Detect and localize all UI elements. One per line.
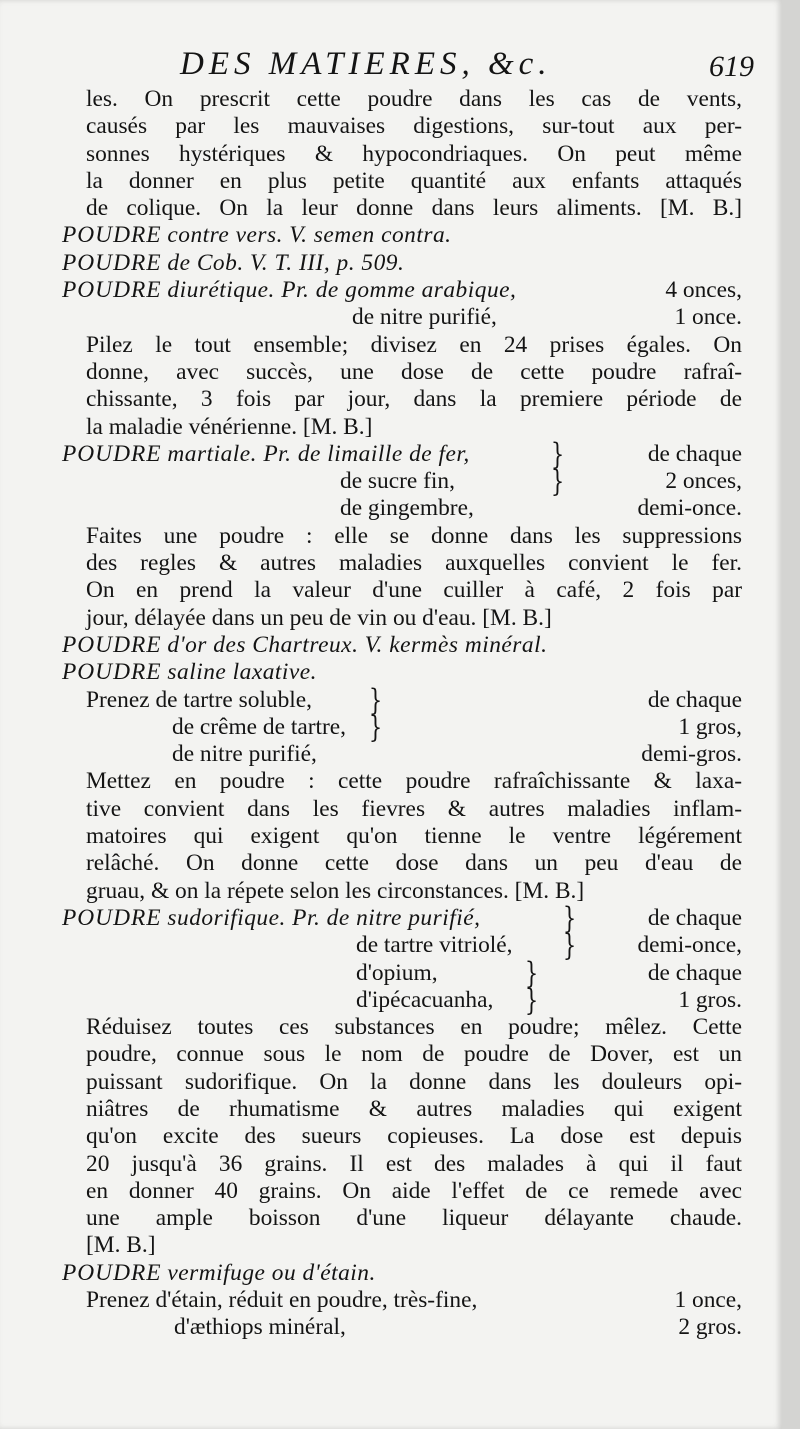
entry-word: POUDRE xyxy=(62,249,162,276)
running-title: DES MATIERES, &c. xyxy=(180,46,552,82)
brace-glyph: } xyxy=(368,682,383,718)
recipe-line: de sucre fin, } 2 onces, xyxy=(340,464,742,500)
entry-word: POUDRE xyxy=(62,631,162,658)
text-line: la maladie vénérienne. [M. B.] xyxy=(86,413,373,440)
entry-line: POUDRE saline laxative. xyxy=(62,659,318,686)
brace-glyph: } xyxy=(368,709,383,745)
page-content xyxy=(62,46,754,1342)
entry-line: POUDRE de Cob. V. T. III, p. 509. xyxy=(62,249,405,276)
text-line: puissant sudorifique. On la donne dans les douleurs opi- xyxy=(86,1068,742,1095)
text-line: gruau, & on la répete selon les circonstances. [M. B.] xyxy=(86,877,585,904)
recipe-line: Prenez de tartre soluble, } de chaque xyxy=(86,682,742,718)
recipe-line: d'ipécacuanha, } 1 gros. xyxy=(356,982,742,1018)
entry-word: POUDRE xyxy=(62,222,162,249)
recipe-line: POUDRE diurétique. Pr. de gomme arabique, 4 onces, xyxy=(62,277,742,304)
text-line: des regles & autres maladies auxquelles convient le fer. xyxy=(86,550,742,577)
text-line: les. On prescrit cette poudre dans les cas de vents, xyxy=(86,86,742,112)
text-line: qu'on excite des sueurs copieuses. La dose est depuis xyxy=(86,1123,742,1150)
recipe-line: de gingembre, demi-once. xyxy=(340,495,742,522)
recipe-line: d'opium, } de chaque xyxy=(356,955,742,991)
text-line: la donner en plus petite quantité aux enfants attaqués xyxy=(86,167,742,194)
entry-word: POUDRE xyxy=(62,277,162,304)
text-line: On en prend la valeur d'une cuiller à café, 2 fois par xyxy=(86,577,742,604)
text-line: donne, avec succès, une dose de cette poudre rafraî- xyxy=(86,358,742,385)
brace-glyph: } xyxy=(562,928,577,964)
entry-word: POUDRE xyxy=(62,1259,162,1286)
entry-word: POUDRE xyxy=(62,659,162,686)
text-line: causés par les mauvaises digestions, sur-tout aux per- xyxy=(86,113,742,140)
text-line: Réduisez toutes ces substances en poudre; mêlez. Cette xyxy=(86,1014,742,1041)
entry-line: POUDRE contre vers. V. semen contra. xyxy=(62,222,452,249)
recipe-line: d'æthiops minéral, 2 gros. xyxy=(174,1314,742,1341)
recipe-line: POUDRE martiale. Pr. de limaille de fer, } de chaque xyxy=(62,436,742,472)
text-line: relâché. On donne cette dose dans un peu d'eau de xyxy=(86,850,742,877)
page-edge xyxy=(782,0,800,1429)
page-header xyxy=(62,46,754,84)
text-line: chissante, 3 fois par jour, dans la premiere période de xyxy=(86,386,742,413)
text-line: une ample boisson d'une liqueur délayante chaude. xyxy=(86,1205,742,1232)
text-line: de colique. On la leur donne dans leurs aliments. [M. B.] xyxy=(86,195,742,222)
recipe-line: de tartre vitriolé, } demi-once, xyxy=(356,928,742,964)
text-line: en donner 40 grains. On aide l'effet de ce remede avec xyxy=(86,1177,742,1204)
text-line: niâtres de rhumatisme & autres maladies qui exigent xyxy=(86,1095,742,1122)
text-line: poudre, connue sous le nom de poudre de Dover, est un xyxy=(86,1041,742,1068)
brace-glyph: } xyxy=(550,436,565,472)
entry-word: POUDRE xyxy=(62,440,162,467)
recipe-line: de nitre purifié, 1 once. xyxy=(352,304,742,331)
recipe-line: Prenez d'étain, réduit en poudre, très-fine, 1 once, xyxy=(86,1287,742,1314)
text-line: Faites une poudre : elle se donne dans les suppressions xyxy=(86,522,742,549)
page-number: 619 xyxy=(709,50,754,83)
text-line: matoires qui exigent qu'on tienne le ventre légérement xyxy=(86,823,742,850)
entry-word: POUDRE xyxy=(62,904,162,931)
text-line: Mettez en poudre : cette poudre rafraîchissante & laxa- xyxy=(86,768,742,795)
brace-glyph: } xyxy=(562,900,577,936)
text-line: tive convient dans les fievres & autres maladies inflam- xyxy=(86,795,742,822)
entry-line: POUDRE d'or des Chartreux. V. kermès minéral. xyxy=(62,631,548,658)
text-line: Pilez le tout ensemble; divisez en 24 prises égales. On xyxy=(86,331,742,358)
text-line: jour, délayée dans un peu de vin ou d'eau. [M. B.] xyxy=(86,604,552,631)
brace-glyph: } xyxy=(524,955,539,991)
brace-glyph: } xyxy=(550,464,565,500)
entry-line: POUDRE vermifuge ou d'étain. xyxy=(62,1259,376,1286)
text-line: sonnes hystériques & hypocondriaques. On peut même xyxy=(86,140,742,167)
recipe-line: de crême de tartre, } 1 gros, xyxy=(172,709,742,745)
text-line: [M. B.] xyxy=(86,1232,156,1259)
recipe-line: POUDRE sudorifique. Pr. de nitre purifié, } de chaque xyxy=(62,900,742,936)
brace-glyph: } xyxy=(524,982,539,1018)
recipe-line: de nitre purifié, demi-gros. xyxy=(172,741,742,768)
text-line: 20 jusqu'à 36 grains. Il est des malades à qui il faut xyxy=(86,1150,742,1177)
